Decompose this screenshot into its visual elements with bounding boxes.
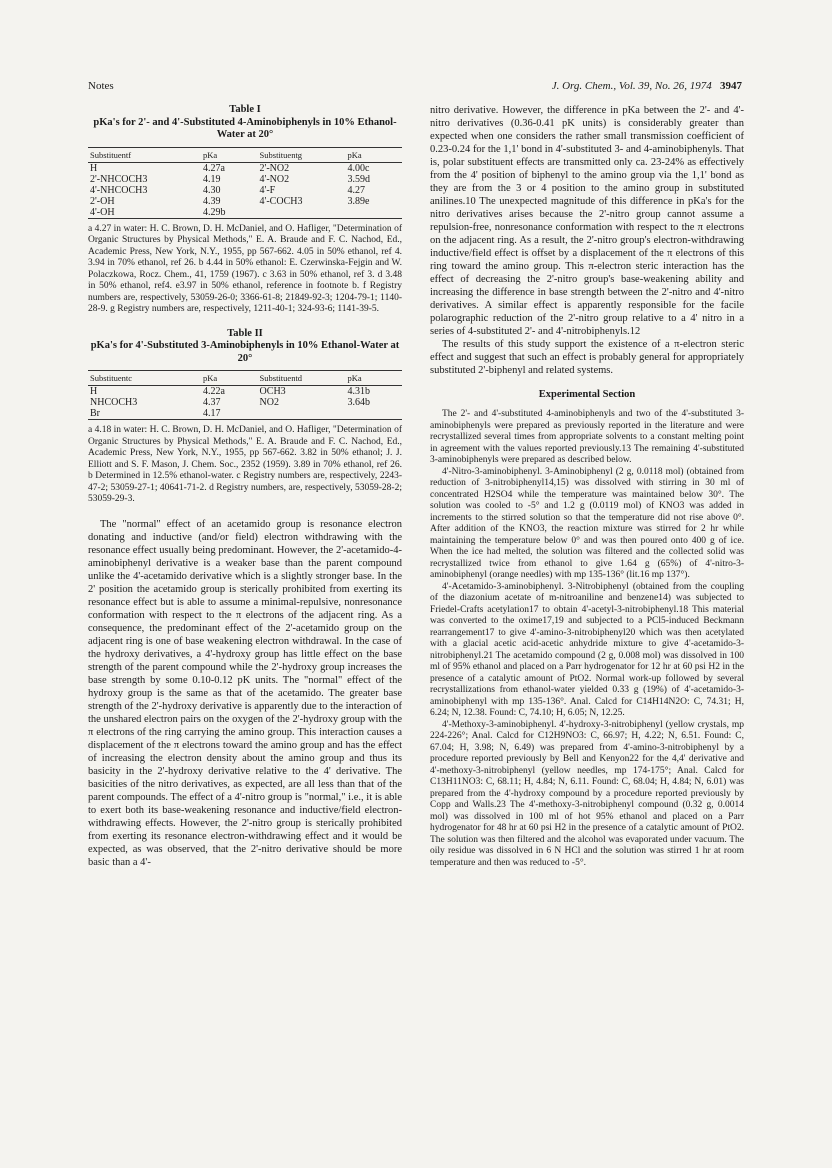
table-cell: 4'-NO2 [259, 173, 290, 185]
table-cell: 3.59d [347, 173, 370, 185]
left-column [88, 104, 402, 869]
discussion-paragraph: The "normal" effect of an acetamido group is resonance electron donating and inductive (and/or field) electron withdrawing with the resonance effect usually being predominant. However, the 2'-acetamido-4-aminobiphenyl derivative is a weaker base than the parent compound unlike the 4'-acetamido derivative which is a slightly stronger base. In the 2' position the acetamido group is sterically prohibited from exerting its resonance effect but is able to assume a minimal-repulsive, nonresonance conformation with respect to the π electrons of the adjacent ring. As a consequence, the predominant effect of the 2'-acetamido group on the adjacent ring is one of base weakening electron withdrawal. In the case of the hydroxy derivatives, a 4'-hydroxy group has little effect on the base strength of the parent compound while the 2'-hydroxy group increases the base strength by some 0.10-0.12 pK units. The "normal" effect of the hydroxy group is the same as that of the acetamido. The greater base strength of the 2'-hydroxy derivative is apparently due to the interaction of the unshared electron pairs on the oxygen of the 2'-hydroxy group with the π electrons of the ring carrying the amino group. This interaction causes a displacement of the π electrons toward the amino group and has the effect of increasing the electron density about the amino group and thus its basicity in the 2'-hydroxy derivative relative to the 4' derivative. The basicities of the nitro derivatives, as expected, are all less than that of the parent compounds. The effect of a 4'-nitro group is "normal," i.e., it is able to exert both its base-weakening resonance and inductive/field electron-withdrawing effects. However, the 2'-nitro group is sterically prohibited from exerting its resonance electron-withdrawing effect and it would be expected, as was observed, that the 2'-nitro derivative should be more basic than a 4'- [88, 518, 402, 868]
table-cell: NO2 [259, 397, 279, 408]
table-cell: 4.30 [203, 184, 221, 196]
table-2-caption: pKa's for 4'-Substituted 3-Aminobiphenyls in 10% Ethanol-Water at 20° [90, 340, 400, 364]
table-1 [88, 147, 402, 219]
table-cell: 4.00c [347, 162, 370, 174]
table-2-header: Substituentd [258, 371, 346, 386]
table-cell: 4'-NHCOCH3 [90, 184, 148, 196]
table-2-title: Table II [227, 327, 263, 339]
table-row [88, 196, 402, 207]
table-1-footnotes: a 4.27 in water: H. C. Brown, D. H. McDaniel, and O. Hafliger, "Determination of Organic Structures by Physical Methods," E. A. Braude and F. C. Nachod, Ed., Academic Press, New York, N.Y., 1955, pp 567-662. 4.05 in 50% ethanol, ref 4. 3.94 in 70% ethanol, ref 26. b 4.44 in 50% ethanol: E. Czerwinska-Fejgin and W. Polaczkowa, Rocz. Chem., 41, 1759 (1967). c 3.63 in 50% ethanol, ref 3. d 3.48 in 50% ethanol, ref4. e3.97 in 50% ethanol, reference in footnote b. f Registry numbers are, respectively, 53059-26-0; 3366-61-8; 21849-92-3; 1204-79-1; 1140-28-9. g Registry numbers are, respectively, 1211-40-1; 324-93-6; 1141-39-5. [88, 223, 402, 314]
table-1-header: pKa [345, 147, 402, 162]
table-row [88, 207, 402, 219]
table-cell: 4'-OH [90, 206, 115, 218]
table-row [88, 185, 402, 196]
table-cell: 4.22a [203, 386, 225, 397]
table-2-header: pKa [345, 371, 402, 386]
table-cell: 4.19 [203, 173, 221, 185]
page-number: 3947 [720, 80, 742, 92]
table-cell: 4'-F [259, 184, 276, 196]
journal-citation: J. Org. Chem., Vol. 39, No. 26, 1974 [551, 80, 712, 92]
experimental-section-title: Experimental Section [538, 389, 636, 400]
table-cell [345, 408, 402, 420]
table-row [88, 174, 402, 185]
table-cell: 4.31b [347, 386, 370, 397]
table-cell: H [90, 162, 98, 174]
table-cell: 4.27a [203, 162, 225, 174]
table-cell: OCH3 [259, 386, 286, 397]
table-1-header: Substituentg [258, 147, 346, 162]
table-cell: 4.27 [347, 184, 365, 196]
table-2 [88, 370, 402, 420]
table-row [88, 408, 402, 420]
procedure-nitro: 4'-Nitro-3-aminobiphenyl. 3-Aminobiphenyl (2 g, 0.0118 mol) (obtained from reduction of 3-nitrobiphenyl14,15) was dissolved with stirring in 30 ml of concentrated H2SO4 while the temperature was maintained below 30°. The solution was cooled to -5° and 1.2 g (0.0119 mol) of KNO3 was added in increments to the stirred solution so that the temperature did not rise above 0°. After addition of the KNO3, the reaction mixture was stirred for 2 hr while maintaining the temperature below 0° and was then poured onto 400 g of ice. When the ice had melted, the solution was filtered and the collected solid was recrystallized twice from ethanol to give 1.64 g (65%) of 4'-nitro-3-aminobiphenyl (orange needles) with mp 135-136° (lit.16 mp 137°). [430, 466, 744, 580]
table-2-header: pKa [201, 371, 258, 386]
table-1-header: Substituentf [88, 147, 201, 162]
table-cell: 3.89e [347, 195, 370, 207]
conclusion-paragraph: The results of this study support the existence of a π-electron steric effect and suggest that such an effect is probably general for appropriately substituted 2'-biphenyl and related systems. [430, 339, 744, 376]
discussion-continued: nitro derivative. However, the difference in pKa between the 2'- and 4'-nitro derivatives (0.36-0.41 pK units) is considerably greater than expected when one considers the rather small transmission coefficient of 0.23-0.24 for the 1,1' bond in 4'-substituted 3- and 4-aminobiphenyls. That is, polar substituent effects are transmitted only ca. 23-24% as effectively from the 4' position of biphenyl to the amino group via the 1,1' bond as they are from the 3 or 4 position to the amino group in substituted anilines.10 The unexpected magnitude of this difference in pKa's for the nitro derivatives arises because the 2'-nitro group cannot assume a repulsion-free, nonresonance conformation with respect to the π electrons on the adjacent ring. As a result, the 2'-nitro group's electron-withdrawing inductive/field effect is offset by a displacement of the π electrons of this ring toward the amino group. This π-electron steric interaction has the effect of decreasing the 2'-nitro group's base-weakening ability and increasing the difference in base strength between the 2'-nitro and 4'-nitro derivatives. A similar effect is apparently responsible for the facile polarographic reduction of the 2'-nitro group relative to a 4' nitro in a series of 4-substituted 2'- and 4'-nitrobiphenyls.12 [430, 105, 744, 337]
table-cell: 4.39 [203, 195, 221, 207]
table-cell: Br [90, 408, 100, 419]
table-row [88, 397, 402, 408]
table-cell: 4.17 [203, 408, 221, 419]
table-cell: 2'-NHCOCH3 [90, 173, 148, 185]
table-cell: 2'-NO2 [259, 162, 290, 174]
table-cell: 3.64b [347, 397, 370, 408]
table-cell: 4.29b [203, 206, 226, 218]
table-2-header: Substituentc [88, 371, 201, 386]
table-cell: 2'-OH [90, 195, 115, 207]
table-1-header: pKa [201, 147, 258, 162]
table-1-title: Table I [229, 104, 261, 115]
table-row [88, 162, 402, 174]
table-1-caption: pKa's for 2'- and 4'-Substituted 4-Aminobiphenyls in 10% Ethanol-Water at 20° [93, 116, 397, 140]
table-row [88, 386, 402, 398]
right-column [430, 104, 744, 869]
running-head-journal [552, 80, 742, 92]
table-cell [258, 207, 346, 219]
table-cell [345, 207, 402, 219]
table-cell: NHCOCH3 [90, 397, 138, 408]
table-cell: 4.37 [203, 397, 221, 408]
table-cell [258, 408, 346, 420]
table-cell: H [90, 386, 98, 397]
procedure-acetamido: 4'-Acetamido-3-aminobiphenyl. 3-Nitrobiphenyl (obtained from the coupling of the diazonium acetate of m-nitroaniline and benzene14) was subjected to Friedel-Crafts acetylation17 to obtain 4'-acetyl-3-nitrobiphenyl.18 This material was converted to the oxime17,19 and subjected to a PCl5-induced Beckmann rearrangement17 to give 4'-amino-3-nitrobiphenyl20 which was then acetylated with a glacial acetic acid-acetic anhydride mixture to give 4'-acetamido-3-nitrobiphenyl.21 The acetamido compound (2 g, 0.008 mol) was dissolved in 100 ml of 95% ethanol and placed on a Parr hydrogenator for 12 hr at 60 psi H2 in the presence of a catalytic amount of PtO2. Normal work-up followed by several recrystallizations from ethanol-water yielded 0.33 g (19%) of 4'-acetamido-3-aminobiphenyl with mp 135-136°. Anal. Calcd for C14H14N2O: C, 74.31; H, 6.24; N, 12.38. Found: C, 74.10; H, 6.05; N, 12.25. [430, 581, 744, 718]
experimental-intro: The 2'- and 4'-substituted 4-aminobiphenyls and two of the 4'-substituted 3-aminobiphenyls were prepared as previously reported in the literature and were recrystallized several times from appropriate solvents to a constant melting point in agreement with the values reported previously.13 The remaining 4'-substituted 3-aminobiphenyls were prepared as described below. [430, 409, 744, 465]
table-cell: 4'-COCH3 [259, 195, 303, 207]
running-head-section: Notes [88, 80, 114, 92]
table-2-footnotes: a 4.18 in water: H. C. Brown, D. H. McDaniel, and O. Hafliger, "Determination of Organic Structures by Physical Methods," E. A. Braude and F. C. Nachod, Ed., Academic Press, New York, N.Y., 1955, pp 567-662. 3.82 in 50% ethanol; J. J. Elliott and S. F. Mason, J. Chem. Soc., 2352 (1959). 3.89 in 70% ethanol, ref 26. b Determined in 12.5% ethanol-water. c Registry numbers are, respectively, 2243-47-2; 53059-27-1; 40641-71-2. d Registry numbers, are, respectively, 53059-28-2; 53059-29-3. [88, 425, 402, 504]
procedure-methoxy: 4'-Methoxy-3-aminobiphenyl. 4'-hydroxy-3-nitrobiphenyl (yellow crystals, mp 224-226°; Anal. Calcd for C12H9NO3: C, 66.97; H, 4.22; N, 6.51. Found: C, 67.04; H, 3.98; N, 6.49) was prepared from 4'-amino-3-nitrobiphenyl by a procedure reported previously by Bell and Kenyon22 for the 4,4' derivative and 4'-methoxy-3-nitrobiphenyl (yellow needles, mp 174-175°; Anal. Calcd for C13H11NO3: C, 68.11; H, 4.84; N, 6.11. Found: C, 68.04; H, 4.84; N, 6.01) was prepared from the 4'-hydroxy compound by a procedure reported previously by Copp and Walls.23 The 4'-methoxy-3-nitrobiphenyl compound (0.32 g, 0.0014 mol) was dissolved in 100 ml of hot 95% ethanol and placed on a Parr hydrogenator for 48 hr at 60 psi H2 in the presence of a catalytic amount of PtO2. The solution was then filtered and the alcohol was evaporated under vacuum. The oily residue was dissolved in 6 N HCl and the solution was stirred 1 hr at room temperature and then was reduced to -5°. [430, 719, 744, 868]
